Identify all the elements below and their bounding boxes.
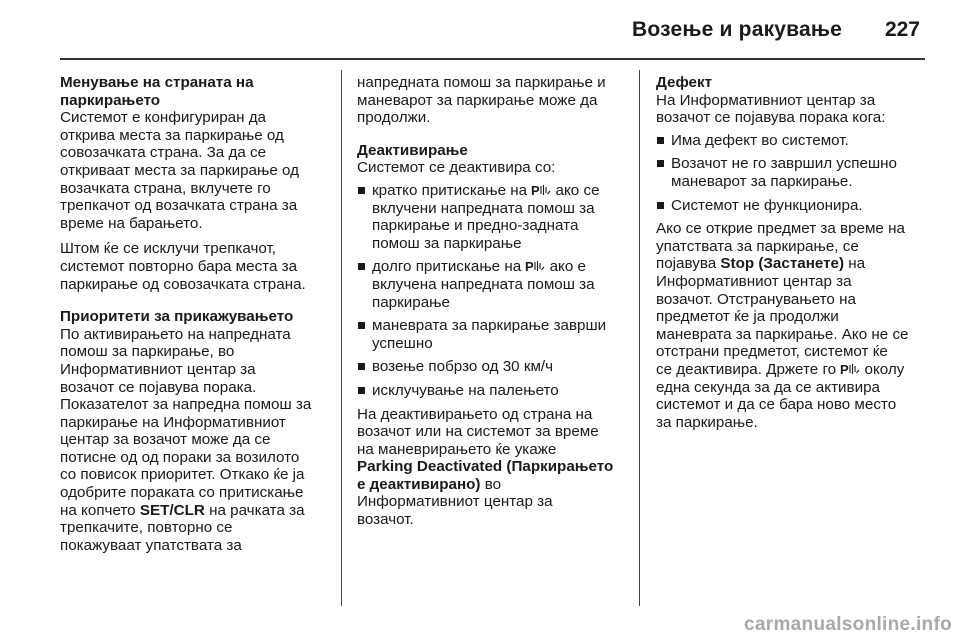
column-3 <box>656 74 928 431</box>
page-number: 227 <box>884 18 920 41</box>
fault-list <box>656 132 928 214</box>
header-rule <box>60 58 925 60</box>
list-item: возење побрзо од 30 км/ч <box>357 358 629 376</box>
deactivation-list <box>357 182 629 400</box>
section-heading-change-side: Менување на страната на паркирањето <box>60 74 254 109</box>
bullet-icon <box>358 363 365 370</box>
svg-text:P: P <box>525 259 535 274</box>
paragraph-display-priorities: По активирањето на напредната помош за паркирање, во Информативниот центар за возачот се појавува порака. Показателот за напредна помош за паркирање на Информативниот центар за возачот може да се потисне од од пораки за возилото со повисок приоритет. Откако ќе ја одобрите пораката со притискање на копчето SET/CLR на рачката за трепкачите, повторно се покажуваат упатствата за <box>60 325 312 554</box>
column-divider-2 <box>639 70 640 606</box>
watermark: carmanualsonline.info <box>744 614 952 635</box>
list-item: исклучување на палењето <box>357 382 629 400</box>
paragraph-continuation: напредната помош за паркирање и маневарот за паркирање може да продолжи. <box>357 74 606 127</box>
section-heading-display-priorities: Приоритети за прикажувањето <box>60 308 294 326</box>
bullet-icon <box>358 263 365 270</box>
stop-message: Stop (Застанете) <box>720 255 845 273</box>
bullet-icon <box>657 202 664 209</box>
parking-assist-icon <box>531 183 551 197</box>
column-2 <box>357 74 629 529</box>
paragraph-configuration: Системот е конфигуриран да открива места за паркирање од совозачката страна. За да се откриваат места за паркирање од возачката страна, вклучете го трепкачот од возачката страна за време на барањето. <box>60 109 299 232</box>
page-header <box>0 0 960 48</box>
list-item: долго притискање на P ако е вклучена напредната помош за паркирање <box>357 258 629 311</box>
set-clr-label: SET/CLR <box>139 501 205 519</box>
paragraph-fault-intro: На Информативниот центар за возачот се појавува порака кога: <box>656 91 886 127</box>
bullet-icon <box>358 387 365 394</box>
svg-text:P: P <box>531 182 540 197</box>
svg-text:P: P <box>840 361 849 376</box>
list-item: кратко притискање на P ако се вклучени напредната помош за паркирање и предно-задната помош за паркирање <box>357 182 629 252</box>
section-heading-fault: Дефект <box>656 74 713 91</box>
paragraph-deactivation-message: На деактивирањето од страна на возачот или на системот за време на маневрирањето ќе укаже Parking Deactivated (Паркирањето е деактивирано) во Информативниот центар за возачот. <box>357 405 614 529</box>
deactivation-intro: Системот се деактивира со: <box>357 159 556 177</box>
paragraph-indicator-off: Штом ќе се исклучи трепкачот, системот повторно бара места за паркирање од совозачката страна. <box>60 240 306 293</box>
bullet-icon <box>358 322 365 329</box>
list-item: Возачот не го завршил успешно маневарот за паркирање. <box>656 155 928 190</box>
paragraph-object-detected: Ако се открие предмет за време на упатствата за паркирање, се појавува Stop (Застанете) на Информативниот центар за возачот. Отстранувањето на предметот ќе ја продолжи маневрата за паркирање. Ако не се отстрани предметот, системот ќе се деактивира. Држете го P околу една секунда за да се активира системот и да се бара ново место за паркирање. <box>656 220 909 431</box>
section-heading-deactivation: Деактивирање <box>357 141 468 159</box>
list-item: маневрата за паркирање заврши успешно <box>357 317 629 352</box>
list-item: Има дефект во системот. <box>656 132 928 150</box>
bullet-icon <box>657 160 664 167</box>
parking-assist-icon <box>840 362 860 376</box>
header-title: Возење и ракување <box>632 18 842 41</box>
bullet-icon <box>657 137 664 144</box>
column-divider-1 <box>341 70 342 606</box>
column-1 <box>60 74 330 554</box>
parking-deactivated-message: Parking Deactivated (Паркирањето <box>357 458 614 476</box>
list-item: Системот не функционира. <box>656 197 928 215</box>
bullet-icon <box>358 187 365 194</box>
parking-assist-icon <box>525 259 545 273</box>
